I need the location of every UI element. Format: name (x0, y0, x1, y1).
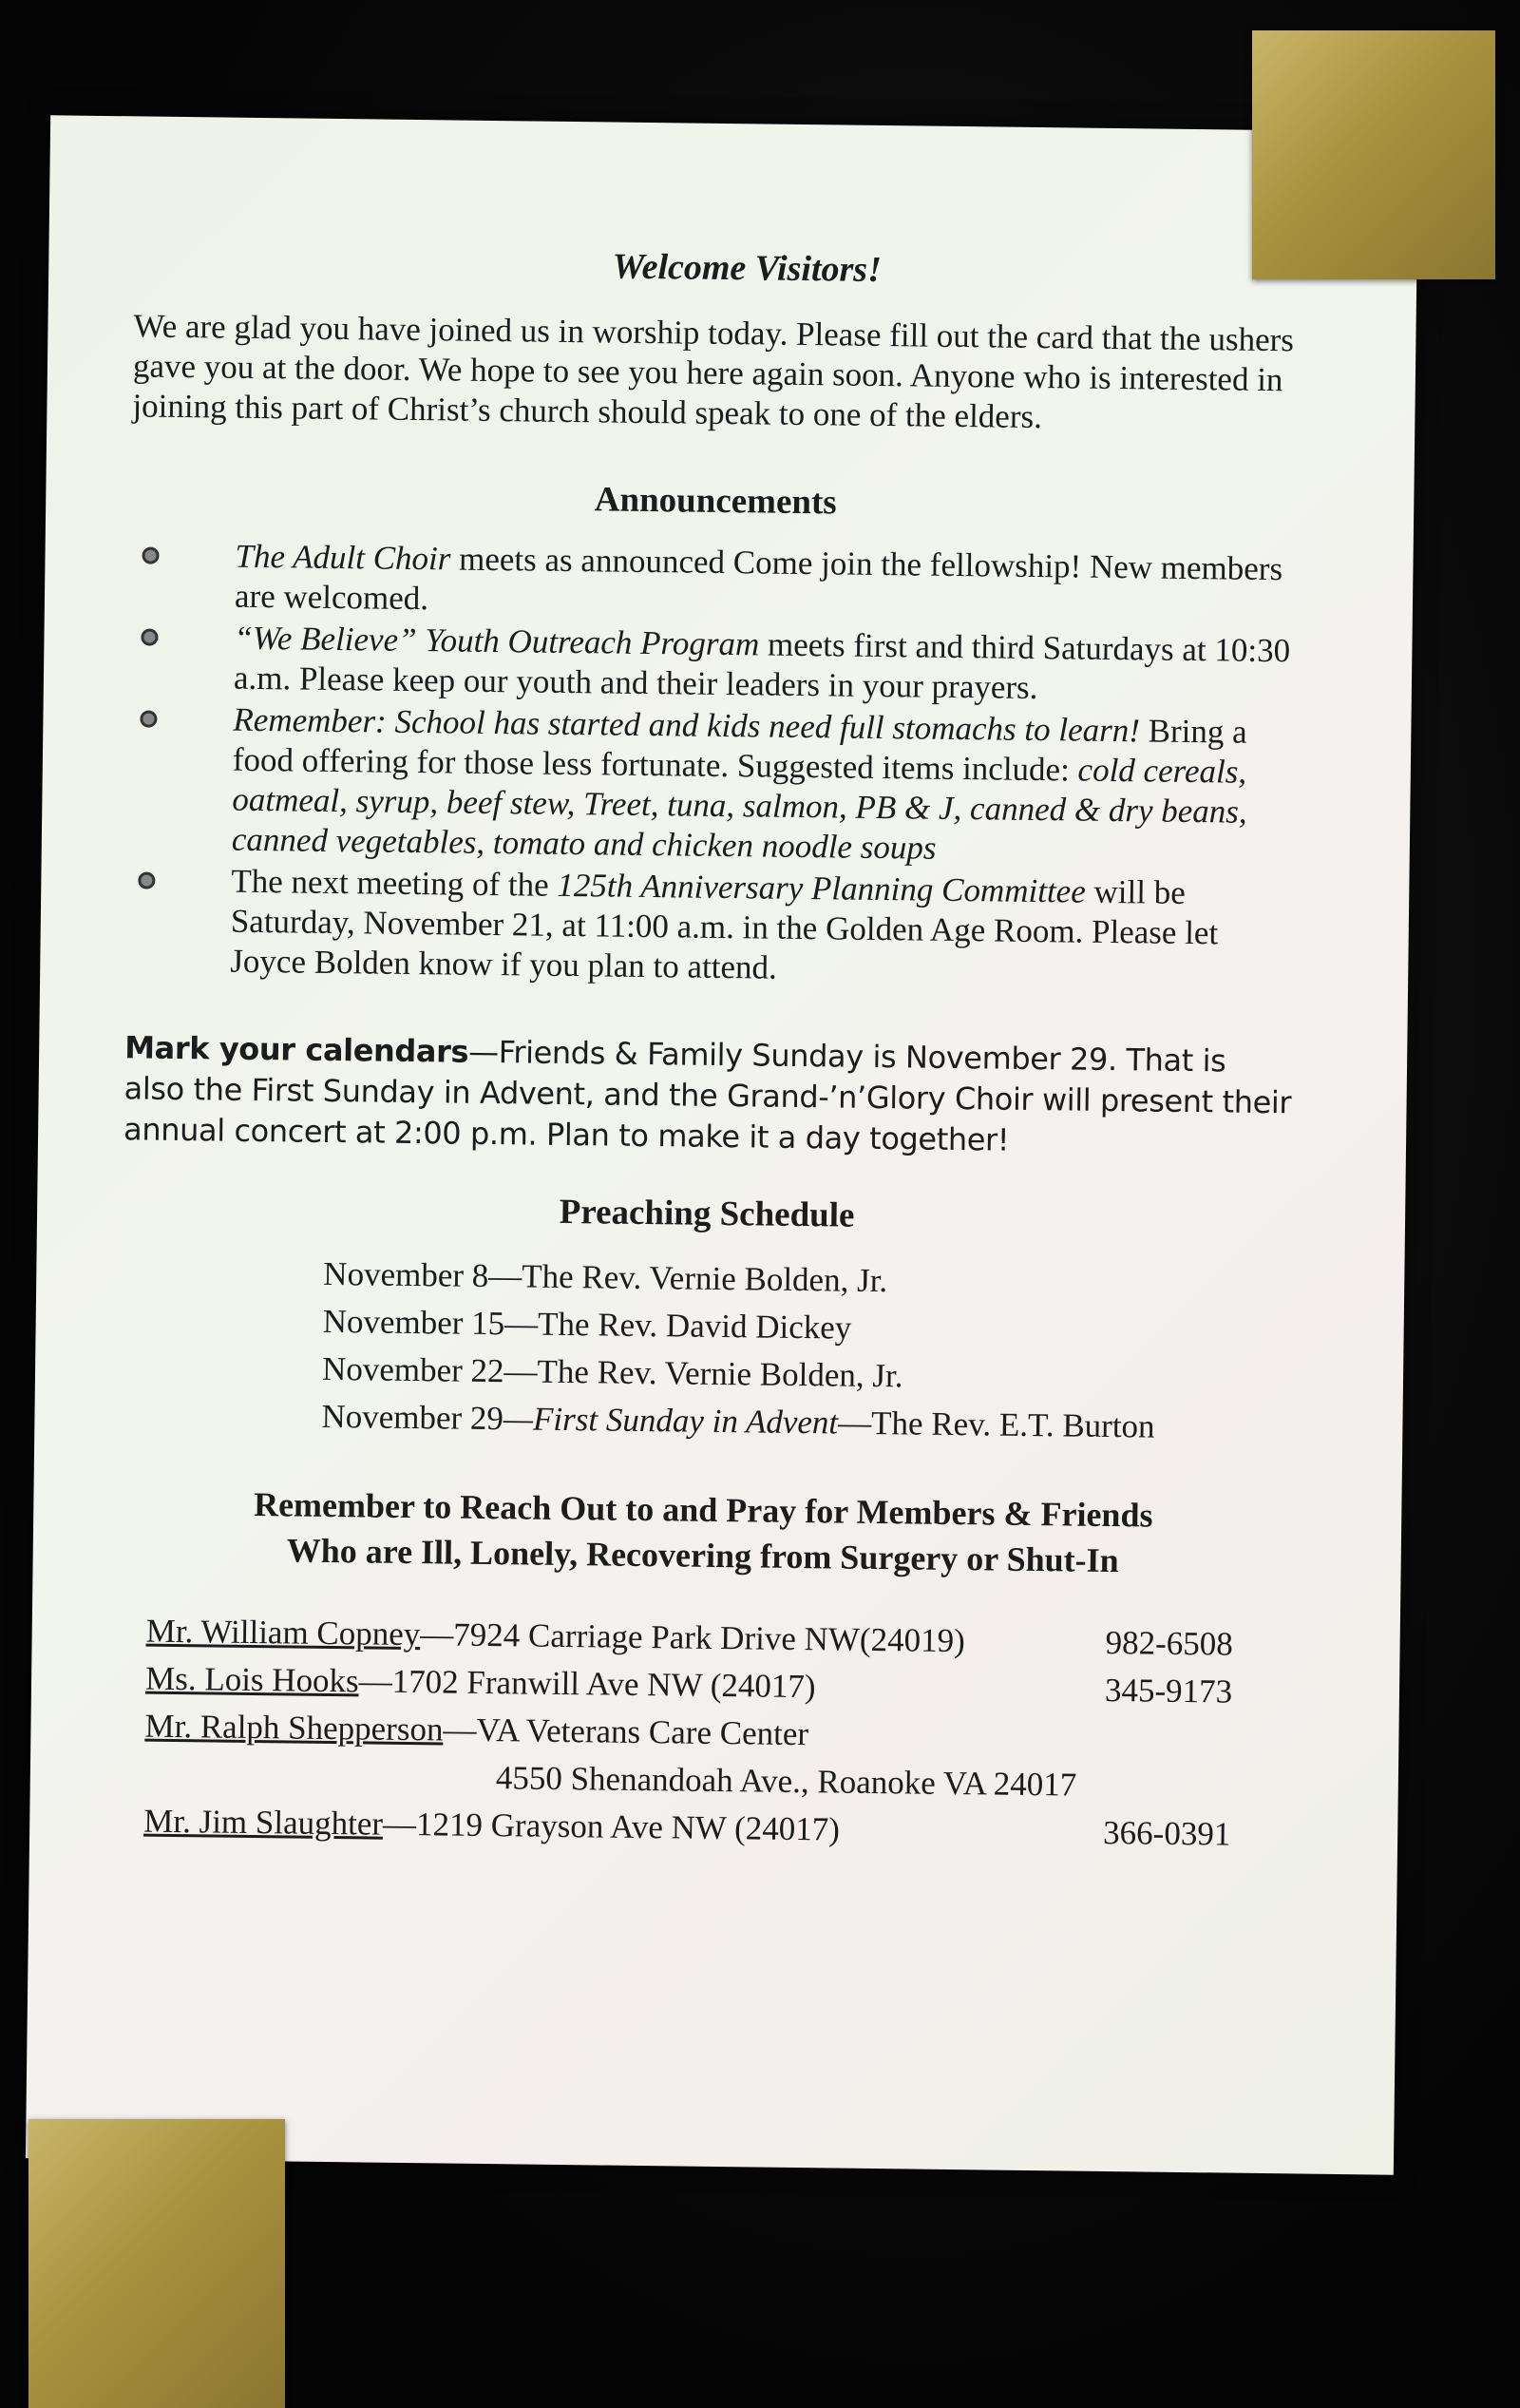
announcement-lead: The Adult Choir (235, 537, 451, 578)
contact-address: —1219 Grayson Ave NW (24017) (382, 1805, 841, 1848)
announcement-item (130, 535, 1300, 629)
schedule-preacher: —The Rev. Vernie Bolden, Jr. (504, 1352, 903, 1395)
contact-address: —1702 Franwill Ave NW (24017) (358, 1662, 816, 1706)
schedule-date: November 8 (323, 1254, 489, 1295)
prayer-heading (118, 1480, 1287, 1585)
announcement-text: meets as announced Come join the fellowship! New members are welcomed. (234, 540, 1283, 618)
announcement-pre: The next meeting of the (231, 862, 558, 904)
schedule-note: —First Sunday in Advent (503, 1400, 839, 1442)
announcement-lead: Remember: School has started and kids need full stomachs to learn! (233, 700, 1141, 750)
prayer-heading-line2: Who are Ill, Lonely, Recovering from Surgery or Shut-In (286, 1531, 1119, 1580)
announcement-text: will be Saturday, November 21, at 11:00 a.m. in the Golden Age Room. Please let Joyce Bolden know if you plan to attend. (230, 872, 1219, 986)
welcome-paragraph: We are glad you have joined us in worship today. Please fill out the card that the ushers gave you at the door. We hope to see you here again soon. Anyone who is interested in joining this part of Christ’s church should speak to one of the elders. (132, 307, 1295, 436)
announcement-lead: 125th Anniversary Planning Committee (557, 866, 1087, 910)
bullet-icon (140, 710, 157, 727)
schedule-date: November 29 (321, 1397, 504, 1438)
schedule-date: November 15 (322, 1302, 505, 1343)
contact-name: Ms. Lois Hooks (144, 1659, 359, 1700)
announcement-item (125, 860, 1295, 994)
contact-name: Mr. Ralph Shepperson (144, 1707, 444, 1749)
contact-phone (1104, 1714, 1285, 1764)
schedule-preacher: —The Rev. Vernie Bolden, Jr. (488, 1257, 888, 1300)
preaching-heading: Preaching Schedule (559, 1192, 855, 1235)
contact-address: —7924 Carriage Park Drive NW(24019) (420, 1615, 965, 1660)
prayer-contacts (115, 1607, 1286, 1859)
welcome-heading: Welcome Visitors! (612, 246, 883, 290)
calendar-text: —Friends & Family Sunday is November 29. That is also the First Sunday in Advent, and the Grand-’n’Glory Choir will present their annual concert at 2:00 p.m. Plan to make it a day together! (123, 1033, 1292, 1158)
bullet-icon (141, 628, 158, 645)
calendar-lead: Mark your calendars (124, 1029, 469, 1070)
prayer-heading-line1: Remember to Reach Out to and Pray for Members & Friends (253, 1485, 1153, 1535)
schedule-preacher: —The Rev. E.T. Burton (837, 1404, 1155, 1445)
announcement-item (129, 617, 1299, 711)
bulletin-content (115, 239, 1303, 1859)
announcements-heading: Announcements (594, 480, 837, 523)
contact-phone: 345-9173 (1104, 1671, 1233, 1710)
announcements-list (125, 535, 1300, 994)
contact-address: —VA Veterans Care Center (443, 1710, 809, 1753)
contact-name: Mr. Jim Slaughter (143, 1802, 384, 1843)
contact-phone (1103, 1762, 1284, 1811)
announcement-item (127, 698, 1298, 872)
schedule-date: November 22 (321, 1349, 504, 1390)
announcement-tail: cold cereals, oatmeal, syrup, beef stew, Treet, tuna, salmon, PB & J, canned & dry beans, canned vegetables, tomato and chicken noodle soups (231, 751, 1247, 867)
schedule-preacher: —The Rev. David Dickey (504, 1305, 852, 1347)
bullet-icon (138, 871, 155, 889)
bulletin-page (26, 115, 1418, 2174)
contact-address: 4550 Shenandoah Ave., Roanoke VA 24017 (495, 1759, 1077, 1804)
photo-corner-mount (1252, 30, 1495, 279)
announcement-text: Bring a food offering for those less fortunate. Suggested items include: (232, 712, 1247, 789)
calendar-note (124, 1027, 1293, 1164)
contact-phone: 982-6508 (1105, 1623, 1234, 1663)
bullet-icon (142, 546, 159, 564)
photo-corner-mount (28, 2119, 285, 2408)
contact-name: Mr. William Copney (145, 1612, 421, 1653)
contact-phone: 366-0391 (1102, 1813, 1231, 1853)
announcement-text: meets first and third Saturdays at 10:30 a.m. Please keep our youth and their leaders in your prayers. (233, 625, 1291, 707)
announcement-lead: “We Believe” Youth Outreach Program (234, 619, 760, 663)
preaching-schedule (120, 1248, 1290, 1452)
